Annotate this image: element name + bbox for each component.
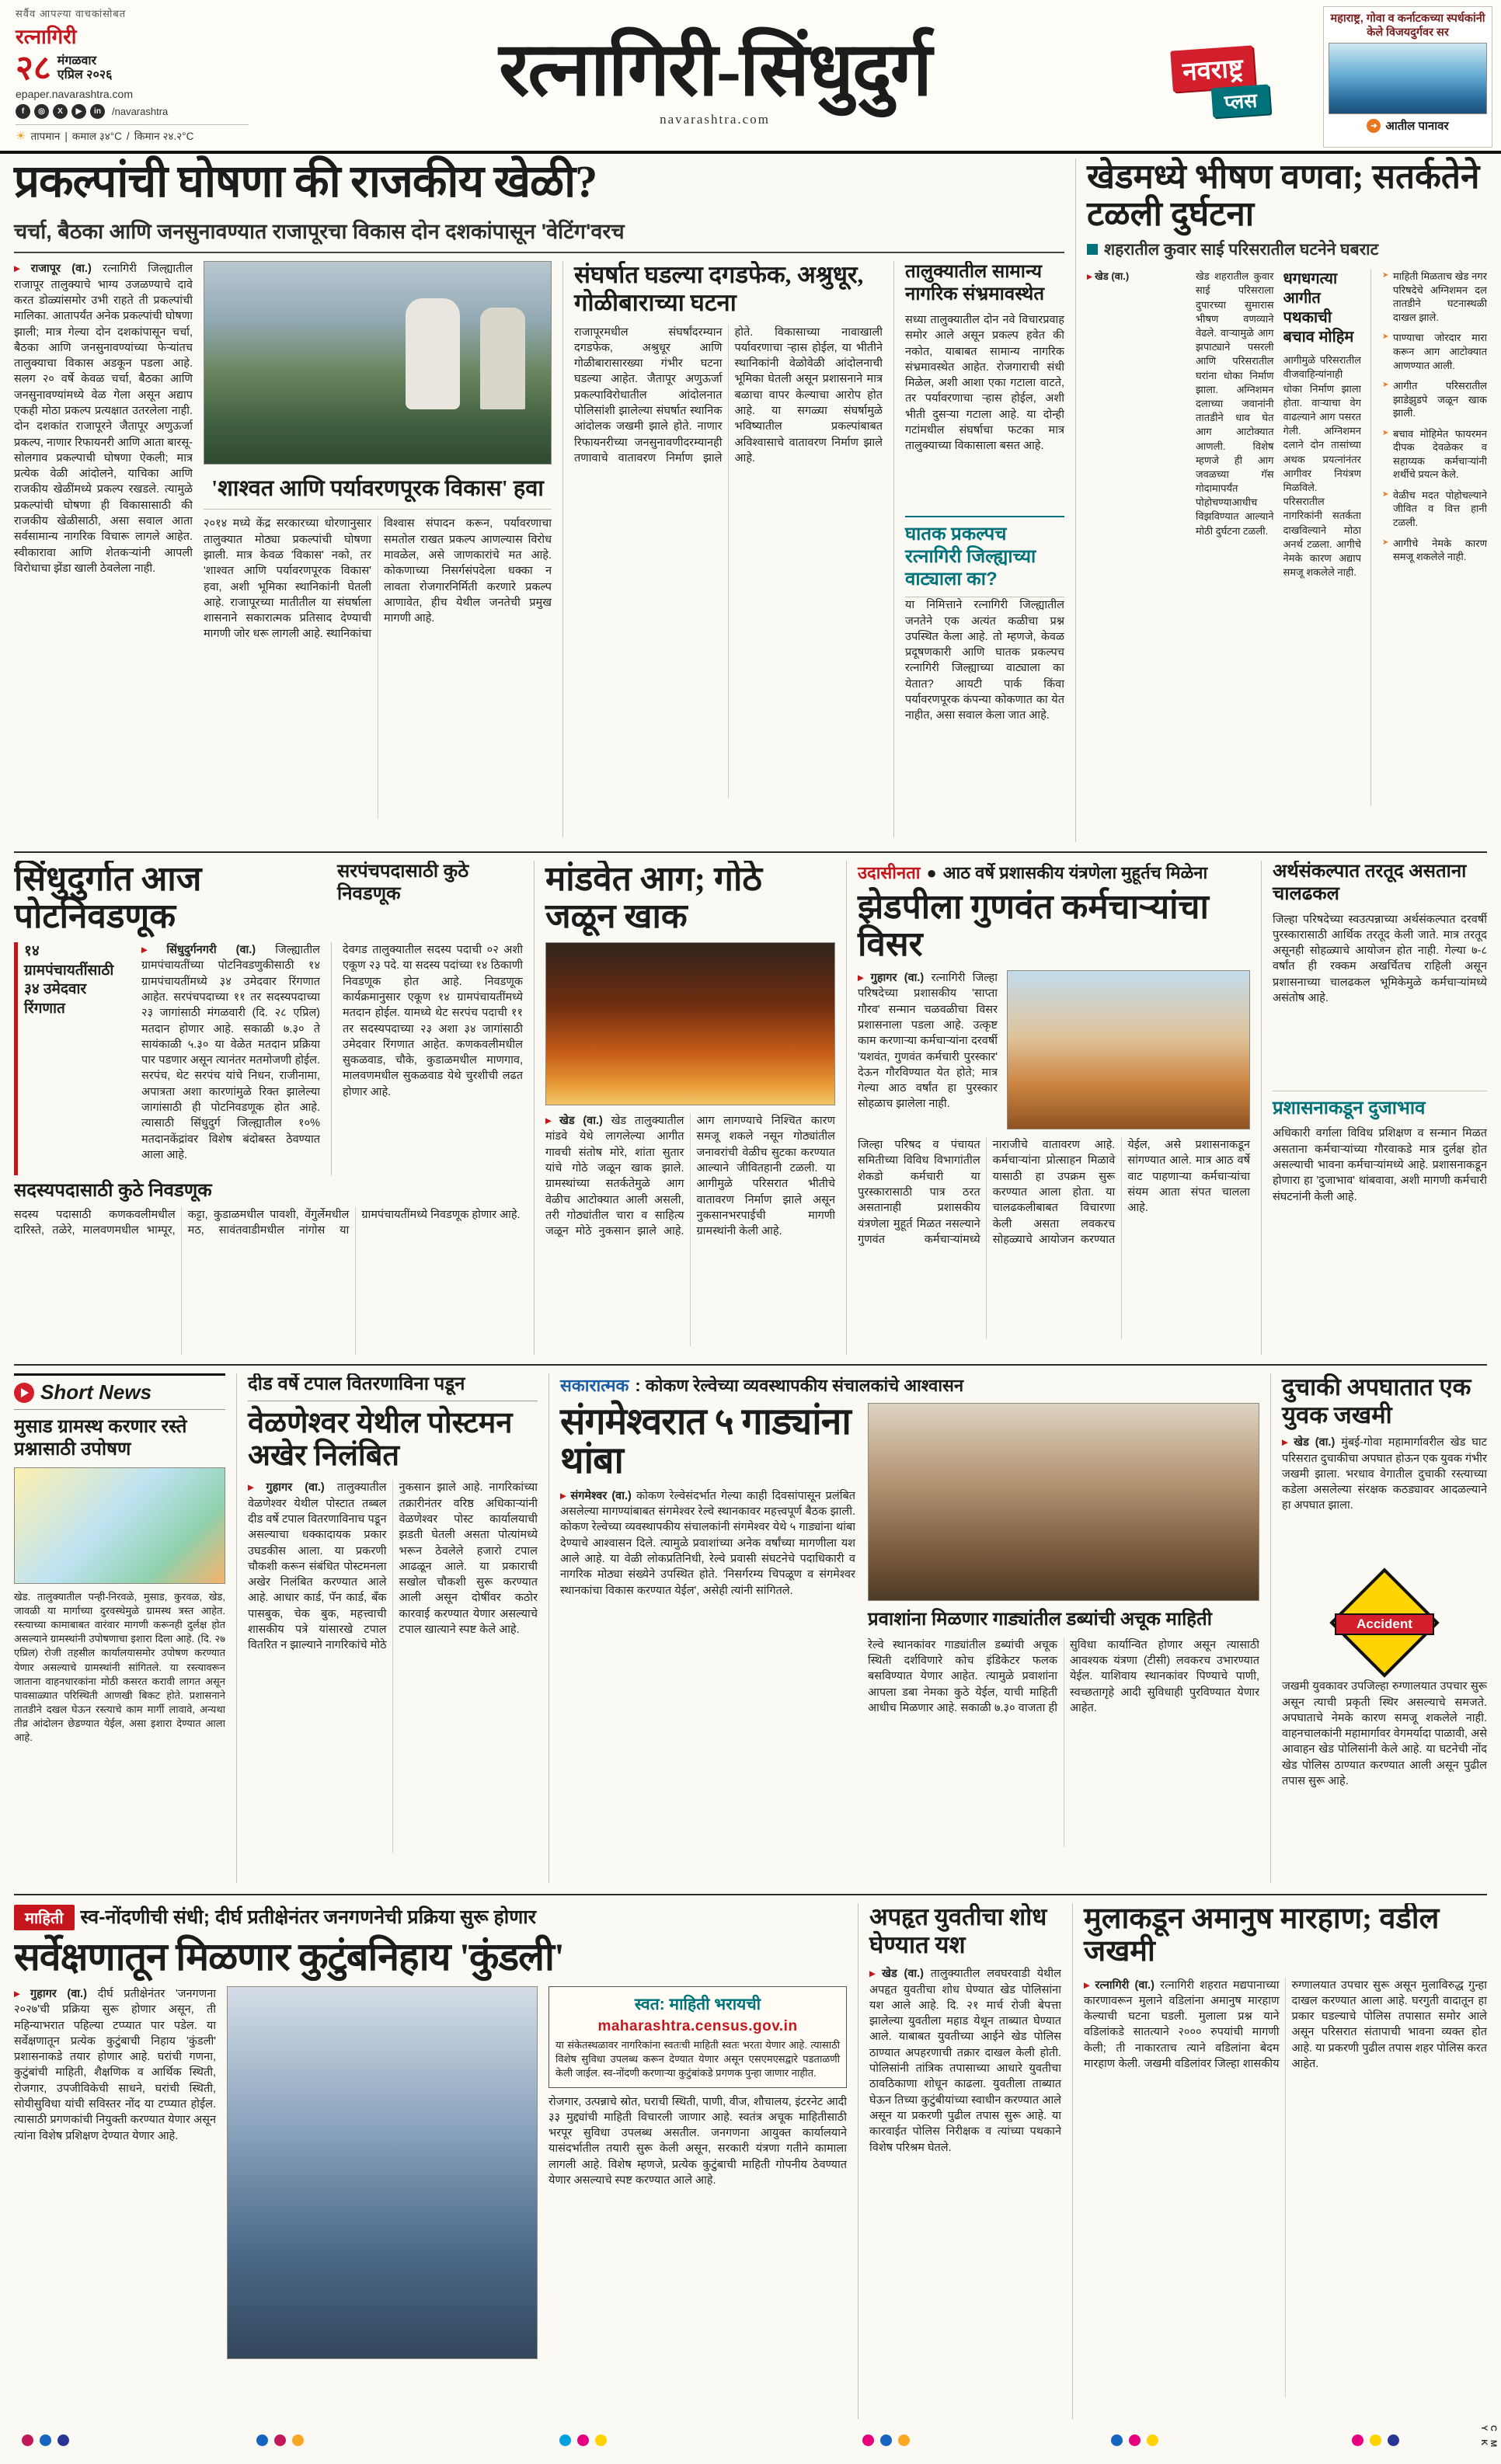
- short-news-title: Short News: [40, 1380, 152, 1404]
- lead-story: [14, 158, 1064, 842]
- accident-sign-graphic: [1338, 1576, 1431, 1669]
- article-body: खेड शहरातील कुवार साई परिसराला दुपारच्या सुमारास भीषण वणव्याने वेढले. वाऱ्यामुळे आग झपाट्याने पसरली आणि परिसरातील घरांना धोका निर्माण झाला. अग्निशमन दलाच्या जवानांनी तातडीने धाव घेत आग आटोक्यात आणली. विशेष म्हणजे ही आग जवळच्या गॅस गोदामापर्यंत पोहोचण्याआधीच विझविण्यात आल्याने मोठी दुर्घटना टळली.: [1196, 270, 1274, 537]
- census-kicker: स्व-नोंदणीची संधी; दीर्घ प्रतीक्षेनंतर जनगणनेची प्रक्रिया सुरू होणार: [80, 1906, 536, 1928]
- date-month-year: एप्रिल २०२६: [57, 68, 113, 82]
- byelection-sub2-title: सदस्यपदासाठी कुठे निवडणूक: [14, 1180, 212, 1202]
- social-handle: /navarashtra: [112, 106, 169, 117]
- lead-column-4: [893, 261, 1064, 837]
- lead-sub2-title: संघर्षात घडल्या दगडफेक, अश्रुधूर, गोळीबाराच्या घटना: [574, 261, 864, 316]
- beating-headline: मुलाकडून अमानुष मारहाण; वडील जखमी: [1084, 1903, 1440, 1968]
- census-headline: सर्वेक्षणातून मिळणार कुटुंबनिहाय 'कुंडली': [14, 1935, 564, 1979]
- postman-headline: वेळणेश्वर येथील पोस्टमन अखेर निलंबित: [248, 1406, 513, 1472]
- bullet-item: ➤ वेळीच मदत पोहोचल्याने जीवित व वित्त हानी टळली.: [1382, 489, 1487, 530]
- bullet-item: ➤ बचाव मोहिमेत फायरमन दीपक देवळेकर व सहाय्यक कर्मचाऱ्यांनी शर्थीचे प्रयत्न केले.: [1382, 427, 1487, 482]
- megaphone-icon: [14, 1383, 34, 1403]
- zp-kicker-label: उदासीनता: [858, 863, 921, 882]
- date-number: २८: [16, 49, 51, 87]
- byelection-sub1-body: देवगड तालुक्यातील सदस्य पदाची ०२ अशी एकूण २३ पदे. या सदस्य पदांच्या १४ ठिकाणी निवडणूक होत आहे. निवडणूक कार्यक्रमानुसार एकूण १४ ग्रामपंचायतींमध्ये मतदान होईल. यामध्ये थेट सरपंच पदाची ११ तर सदस्यपदाच्या २३ अशा ३४ जागांसाठी उमेदवार रिंगणात आहेत. कणकवलीमधील सुकळवाड, चौके, कुडाळमधील माणगाव, मालवणमधील सुकळवाड येथे चुरशीची लढत होणार आहे.: [331, 942, 523, 1175]
- lead-sub4-box: [905, 516, 1064, 597]
- census-body-wrap: [14, 1986, 216, 2359]
- census-box-body: या संकेतस्थळावर नागरिकांना स्वतःची माहिती स्वतः भरता येणार आहे. त्यासाठी विशेष सुविधा उपलब्ध करून देण्यात येणार असून एसएमएसद्वारे पडताळणी केली जाईल. स्व-नोंदणी करणाऱ्या कुटुंबांकडे प्रगणक पुन्हा जाणार नाहीत.: [555, 2039, 840, 2079]
- fire-grid: [1087, 270, 1487, 806]
- fire-story: [1075, 158, 1487, 842]
- census-body-2: रोजगार, उत्पन्नाचे स्रोत, घराची स्थिती, पाणी, वीज, शौचालय, इंटरनेट आदी ३३ मुद्द्यांची माहिती विचारली जाणार आहे. स्वतंत्र अचूक माहितीसाठी भरपूर सुविधा उपलब्ध असतील. जनगणना आयुक्त कार्यालयाने यासंदर्भातील तयारी सुरू केली असून, सरकारी यंत्रणा गतीने कामाला लागली आहे. विशेष म्हणजे, प्रत्येक कुटुंबाची माहिती गोपनीय ठेवण्यात येणार असल्याचे स्पष्ट करण्यात आले आहे.: [549, 2095, 847, 2187]
- dateline: ▸ गुहागर (वा.): [14, 1988, 87, 2000]
- dateline: ▸ संगमेश्वर (वा.): [560, 1490, 632, 1502]
- budget-sub-title: प्रशासनाकडून दुजाभाव: [1273, 1091, 1487, 1120]
- census-self-entry-box: [549, 1986, 847, 2088]
- masthead: [0, 0, 1501, 154]
- railway-body-wrap: [560, 1488, 855, 1822]
- byelection-headline: सिंधुदुर्गात आज पोटनिवडणूक: [14, 861, 202, 935]
- article-body: तालुक्यातील वेळणेश्वर येथील पोस्टात तब्बल दीड वर्षे टपाल वितरणाविनाच पडून असल्याचा धक्कादायक प्रकार उघडकीस आला. या प्रकरणी चौकशी करून संबंधित पोस्टमनला अखेर निलंबित करण्यात आले आहे. आधार कार्ड, पॅन कार्ड, बँक पासबुक, चेक बुक, महत्त्वाची शासकीय पत्रे यांसारखे टपाल वितरित न झाल्याने नागरिकांचे मोठे नुकसान झाले आहे. नागरिकांच्या तक्रारीनंतर वरिष्ठ अधिकाऱ्यांनी वेळणेश्वर पोस्ट कार्यालयाची झडती घेतली असता पोत्यांमध्ये भरून ठेवलेले हजारो टपाल आढळून आले. या प्रकाराची सखोल चौकशी सुरू करण्यात आली असून दोषींवर कठोर कारवाई करण्यात येणार असल्याचे टपाल खात्याने स्पष्ट केले आहे.: [248, 1481, 538, 1652]
- zp-grid: [858, 970, 1250, 1129]
- zp-body-2: जिल्हा परिषद व पंचायत समितीच्या विविध विभागांतील शेकडो कर्मचारी या पुरस्कारासाठी पात्र ठरत असतानाही प्रशासकीय यंत्रणेला मुहूर्त मिळत नसल्याने गुणवंत कर्मचाऱ्यांमध्ये नाराजीचे वातावरण आहे. कर्मचाऱ्यांना प्रोत्साहन मिळावे यासाठी हा उपक्रम सुरू करण्यात आला होता. या चालढकलीबाबत विचारणा केली असता लवकरच सोहळ्याचे आयोजन करण्यात येईल, असे प्रशासनाकडून सांगण्यात आले. मात्र आठ वर्षे वाट पाहणाऱ्या कर्मचाऱ्यांचा संयम आता संपत चालला आहे.: [858, 1139, 1250, 1246]
- zp-story: [846, 861, 1250, 1355]
- budget-body-1: जिल्हा परिषदेच्या स्वउत्पन्नाच्या अर्थसंकल्पात दरवर्षी पुरस्कारासाठी आर्थिक तरतूद केली जाते. मात्र तरतूद असूनही सोहळ्याचे आयोजन होत नाही. गेल्या ७-८ वर्षांत ही रक्कम अखर्चितच राहिली असून प्रशासनाच्या चालढकल भूमिकेमुळे कर्मचाऱ्यांमध्ये असंतोष आहे.: [1273, 913, 1487, 1005]
- fire-headline: खेडमध्ये भीषण वणवा; सतर्कतेने टळली दुर्घटना: [1087, 158, 1480, 233]
- kidnap-headline: अपहृत युवतीचा शोध घेण्यात यश: [869, 1903, 1047, 1958]
- weather-max: कमाल ३४°C: [71, 131, 122, 142]
- article-body: तालुक्यातील लवघरवाडी येथील अपहृत युवतीचा शोध घेण्यात खेड पोलिसांना यश आले आहे. दि. २१ मार्च रोजी बेपत्ता झालेल्या युवतीला महाड येथून ताब्यात घेण्यात आले. याबाबत युवतीच्या आईने खेड पोलिस ठाण्यात अपहरणाची तक्रार दाखल केली होती. पोलिसांनी तांत्रिक तपासाच्या आधारे युवतीचा ठावठिकाणा शोधून काढला. युवतीला ताब्यात घेऊन तिच्या कुटुंबीयांच्या स्वाधीन करण्यात आले असून या प्रकरणी पुढील तपास सुरू आहे. या कारवाईत पोलिस निरीक्षक व त्यांच्या पथकाने विशेष परिश्रम घेतले.: [869, 1968, 1061, 2154]
- article-body: कोकण रेल्वेसंदर्भात गेल्या काही दिवसांपासून प्रलंबित असलेल्या मागण्यांबाबत संगमेश्वर रेल्वे स्थानकावर महत्त्वपूर्ण बैठक झाली. कोकण रेल्वेच्या व्यवस्थापकीय संचालकांनी संगमेश्वर येथे ५ गाड्यांना थांबा देण्याचे आश्वासन दिले. त्यामुळे प्रवाशांच्या अनेक वर्षांच्या मागणीला यश आले आहे. या वेळी लोकप्रतिनिधी, रेल्वे प्रवासी संघटनेचे पदाधिकारी व नागरिक मोठ्या संख्येने उपस्थित होते. 'निसर्गरम्य चिपळूण व संगमेश्वर स्थानकांचा विकास करण्यात येईल', असेही त्यांनी सांगितले.: [560, 1489, 855, 1597]
- byelection-sub2-body: सदस्य पदासाठी कणकवलीमधील दारिस्ते, तळेरे, मालवणमधील भाम्पूर, कट्टा, कुडाळमधील पावशी, वेंगुर्लेमधील मठ, सावंतवाडीमधील नांगोस या ग्रामपंचायतींमध्ये निवडणूक होणार आहे.: [14, 1208, 521, 1237]
- facebook-icon[interactable]: f: [16, 104, 30, 119]
- census-story: [14, 1903, 847, 2419]
- postman-story: [236, 1373, 538, 1883]
- bullet-item: ➤ पाण्याचा जोरदार मारा करून आग आटोक्यात आणण्यात आली.: [1382, 331, 1487, 372]
- article-body: मुंबई-गोवा महामार्गावरील खेड घाट परिसरात दुचाकीचा अपघात होऊन एक युवक गंभीर जखमी झाला. भरधाव वेगातील दुचाकी रस्त्याच्या कडेला असलेल्या संरक्षक कठड्यावर आदळल्याने हा अपघात झाला.: [1282, 1436, 1487, 1512]
- social-row: [16, 104, 256, 119]
- railway-kicker-row: [560, 1373, 1259, 1397]
- bike-body-wrap: [1282, 1435, 1487, 1567]
- fire-bullets-col: [1370, 270, 1487, 806]
- promo-photo: [1329, 43, 1487, 114]
- cmyk-print-mark: C M Y K: [1479, 2425, 1498, 2451]
- mandave-body-wrap: [545, 1113, 835, 1346]
- article-body: रत्नागिरी शहरात मद्यपानाच्या कारणावरून मुलाने वडिलांना अमानुष मारहाण केल्याची घटना घडली. मुलाला प्रश्न याने वडिलांकडे सातत्याने २००० रुपयांची मागणी केली; ती नाकारताच त्याने वडिलांना बेदम मारहाण केली. जखमी वडिलांवर जिल्हा शासकीय रुग्णालयात उपचार सुरू असून मुलाविरुद्ध गुन्हा दाखल करण्यात आला आहे. घरगुती वादातून हा प्रकार घडल्याचे पोलिस तपासात समोर आले असून परिसरात संतापाची भावना व्यक्त होत आहे. या प्रकरणी पुढील तपास शहर पोलिस करत आहेत.: [1084, 1979, 1487, 2071]
- lead-grid: [14, 261, 1064, 837]
- railway-left-col: [560, 1403, 855, 1847]
- article-body: रत्नागिरी जिल्ह्यातील राजापूर तालुक्याचे भाग्य उजळण्याचे दावे करत डोळ्यांसमोर उभी राहते ती प्रकल्पांची मालिका. आतापर्यंत अनेक प्रकल्पांची घोषणा झाली; मात्र गेल्या दोन दशकांपासून चर्चा, बैठका आणि जनसुनावण्यांच्या फेऱ्यांतच तालुक्याचा विकास अडकून पडला आहे. सलग २० वर्षे केवळ चर्चा, बैठका आणि जनसुनावण्यांमध्ये वेळ गेला असून अद्याप एकही मोठा प्रकल्प प्रत्यक्षात उतरलेला नाही. दोन दशकांत राजापूरने जैतापूर अणुऊर्जा प्रकल्प, नाणार रिफायनरी आणि आता बारसू-सोलगाव प्रकल्पाची घोषणा ऐकली; मात्र प्रत्येक वेळी आंदोलने, याचिका आणि राजकीय खेळींमध्ये प्रकल्प रखडले. त्यामुळे प्रकल्पांची घोषणा ही विकासासाठी की राजकीय खेळीसाठी, असा सवाल आता सर्वसामान्य नागरिक विचारू लागले आहेत. स्वीकारावा आणि शेतकऱ्यांनी आपली विरोधाचा झेंडा खाली ठेवलेला नाही.: [14, 263, 193, 575]
- arrow-circle-icon: ➜: [1367, 119, 1381, 133]
- dateline: ▸ राजापूर (वा.): [14, 263, 92, 275]
- short-news-item-head: मुसाड ग्रामस्थ करणार रस्ते प्रश्नासाठी उपोषण: [14, 1416, 187, 1460]
- postman-body-wrap: [248, 1480, 538, 1853]
- budget-body-2: अधिकारी वर्गाला विविध प्रशिक्षण व सन्मान मिळत असताना कर्मचाऱ्यांच्या गौरवाकडे मात्र दुर्लक्ष होत असल्याची भावना कर्मचाऱ्यांमध्ये आहे. प्रशासनाकडून होणारा हा 'दुजाभाव' थांबवावा, अशी मागणी कर्मचारी संघटनांनी केली आहे.: [1273, 1127, 1487, 1203]
- article-body: आगीमुळे परिसरातील वीजवाहिन्यांनाही धोका निर्माण झाला होता. वाऱ्याचा वेग वाढल्याने आग पसरत गेली. अग्निशमन दलाने दोन तासांच्या अथक प्रयत्नांनंतर आगीवर नियंत्रण मिळविले. परिसरातील नागरिकांनी सतर्कता दाखविल्याने मोठा अनर्थ टळला. आगीचे नेमके कारण अद्याप समजू शकलेले नाही.: [1283, 354, 1361, 579]
- masthead-left-block: [16, 6, 256, 143]
- railway-meeting-photo: [868, 1403, 1259, 1601]
- registration-dots: [256, 2434, 304, 2446]
- bullet-item: ➤ आगीचे नेमके कारण समजू शकलेले नाही.: [1382, 537, 1487, 564]
- bullet-icon: ●: [926, 863, 937, 882]
- census-grid: [14, 1986, 847, 2359]
- bullet-item: ➤ माहिती मिळताच खेड नगर परिषदेचे अग्निशमन दल तातडीने घटनास्थळी दाखल झाले.: [1382, 270, 1487, 324]
- promo-headline: महाराष्ट्र, गोवा व कर्नाटकच्या स्पर्धकांनी केले विजयदुर्गवर सर: [1330, 12, 1485, 40]
- lead-sub2-body: राजापूरमधील संघर्षांदरम्यान दगडफेक, अश्रुधूर आणि गोळीबारासारख्या गंभीर घटना घडल्या आहेत. जैतापूर अणुऊर्जा प्रकल्पाविरोधातील आंदोलनात पोलिसांशी झालेल्या संघर्षात स्थानिक आंदोलक जखमी झाले होते. नाणार रिफायनरीच्या जनसुनावणीदरम्यानही तणावाचे वातावरण निर्माण झाले होते. विकासाच्या नावाखाली पर्यावरणाचा ऱ्हास होईल, या भीतीने स्थानिकांनी वेळोवेळी आंदोलनाची भूमिका घेतली असून प्रशासनाने मात्र बळाचा वापर केल्याचा आरोप होत आहे. या सगळ्या संघर्षामुळे भविष्यातील प्रकल्पांबाबत अविश्वासाचे वातावरण निर्माण झाले आहे.: [574, 325, 883, 465]
- census-photo: [227, 1986, 538, 2359]
- weather-row: [16, 124, 249, 143]
- instagram-icon[interactable]: ◎: [34, 104, 49, 119]
- dateline: ▸ गुहागर (वा.): [248, 1481, 325, 1494]
- byelection-sub1-title: सरपंचपदासाठी कुठे निवडणूक: [337, 861, 469, 904]
- census-label: माहिती: [14, 1905, 75, 1930]
- bike-accident-story: [1270, 1373, 1487, 1883]
- dateline: ▸ गुहागर (वा.): [858, 972, 924, 984]
- brand-logo-top: नवराष्ट्र: [1170, 45, 1255, 92]
- census-website-url[interactable]: maharashtra.census.gov.in: [597, 2018, 798, 2034]
- zp-kicker-row: [858, 861, 1250, 884]
- lead-headline: प्रकल्पांची घोषणा की राजकीय खेळी?: [14, 156, 597, 207]
- budget-story: [1261, 861, 1487, 1355]
- band-2: [14, 851, 1487, 1355]
- zp-building-photo: [1007, 970, 1250, 1129]
- x-icon[interactable]: X: [53, 104, 68, 119]
- lead-sub4-body: या निमित्ताने रत्नागिरी जिल्ह्यातील जनतेने एक अत्यंत कळीचा प्रश्न उपस्थित केला आहे. तो म्हणजे, केवळ प्रदूषणकारी आणि घातक प्रकल्पच रत्नागिरी जिल्ह्याच्या वाट्याला का येतात? आयटी पार्क किंवा पर्यावरणपूरक कंपन्या कोकणात का येत नाहीत, असा सवाल केला जात आहे.: [905, 599, 1064, 722]
- postman-kicker: दीड वर्षे टपाल वितरणाविना पडून: [248, 1373, 538, 1401]
- lead-box-title: 'शाश्वत आणि पर्यावरणपूरक विकास' हवा: [204, 465, 552, 510]
- short-news-body: खेड. तालुक्यातील पन्ही-निरवळे, मुसाड, कुरवळ, खेड, जावळी या मार्गाच्या दुरवस्थेमुळे ग्रामस्थ त्रस्त आहेत. रस्त्याच्या कामाबाबत वारंवार मागणी करूनही दुर्लक्ष होत असल्याने ग्रामस्थांनी उपोषणाचा इशारा दिला आहे. (दि. २७ एप्रिल) रोजी तहसील कार्यालयासमोर उपोषण करण्यात येणार असल्याचे ग्रामस्थांनी सांगितले. या रस्त्यावरून जाताना वाहनधारकांना मोठी कसरत करावी लागत असून पावसाळ्यात परिस्थिती आणखी बिकट होते. प्रशासनाने तातडीने दखल घेऊन रस्त्याचे काम मार्गी लावावे, अन्यथा तीव्र आंदोलन छेडण्यात येईल, असा इशारा देण्यात आला आहे.: [14, 1590, 225, 1744]
- article-body: खेड तालुक्यातील मांडवे येथे लागलेल्या आगीत गावची संतोष मोरे, शांता सुतार यांचे गोठे जळून खाक झाले. ग्रामस्थांच्या सतर्कतेमुळे आग वेळीच आटोक्यात आली असली, तरी गोठ्यांतील चारा व साहित्य जळून मोठे नुकसान झाले आहे. आग लागण्याचे निश्चित कारण समजू शकले नसून गोठ्यांतील जनावरांची वेळीच सुटका करण्यात आल्याने जीवितहानी टळली. या आगीमुळे परिसरात भीतीचे वातावरण निर्माण झाले असून नुकसानभरपाईची मागणी ग्रामस्थांनी केली आहे.: [545, 1115, 835, 1238]
- website-url[interactable]: navarashtra.com: [660, 112, 770, 127]
- fire-kicker-col: [1087, 270, 1186, 806]
- byelection-grid: [14, 942, 523, 1175]
- weather-label: तापमान: [30, 131, 61, 142]
- epaper-url[interactable]: epaper.navarashtra.com: [16, 88, 133, 100]
- lead-subhead: चर्चा, बैठका आणि जनसुनावण्यात राजापूरचा विकास दोन दशकांपासून 'वेटिंग'वरच: [14, 208, 1064, 253]
- teal-square-icon: [1087, 244, 1098, 255]
- lead-sub4-title: घातक प्रकल्पच रत्नागिरी जिल्ह्याच्या वाट्याला का?: [905, 523, 1036, 590]
- zp-body-wrap: [858, 970, 998, 1129]
- railway-kicker-text: : कोकण रेल्वेच्या व्यवस्थापकीय संचालकांचे आश्वासन: [635, 1376, 964, 1395]
- registration-dots: [1111, 2434, 1158, 2446]
- lead-column-2: [204, 261, 552, 837]
- brand-logo-bottom: प्लस: [1211, 84, 1270, 117]
- census-right-col: [549, 1986, 847, 2359]
- bike-body-2: जखमी युवकावर उपजिल्हा रुग्णालयात उपचार सुरू असून त्याची प्रकृती स्थिर असल्याचे समजते. अपघाताचे नेमके कारण समजू शकलेले नाही. वाहनचालकांनी महामार्गावर वेगमर्यादा पाळावी, असे आवाहन खेड पोलिसांनी केले आहे. या घटनेची नोंद खेड पोलिस ठाण्यात करण्यात आली असून पुढील तपास सुरू आहे.: [1282, 1680, 1487, 1788]
- brand-logo: [1172, 48, 1319, 116]
- bike-headline: दुचाकी अपघातात एक युवक जखमी: [1282, 1373, 1471, 1429]
- lead-column-3: [562, 261, 883, 837]
- lead-sub3-body: सध्या तालुक्यातील दोन नवे विचारप्रवाह समोर आले असून प्रकल्प हवेत की नकोत, याबाबत सामान्य नागरिक संभ्रमावस्थेत आहेत. रोजगाराची संधी मिळेल, अशी आशा एका गटाला वाटते, तर पर्यावरणाचा ऱ्हास होईल, अशी भीती दुसऱ्या गटाला आहे. या दोन्ही गटांमधील संघर्षाचा फटका मात्र तालुक्याच्या विकासाला बसत आहे.: [905, 313, 1064, 453]
- divider: |: [64, 130, 68, 142]
- dateline: ▸ खेड (वा.): [869, 1968, 924, 1980]
- short-news-column: [14, 1373, 225, 1883]
- dateline: ▸ खेड (वा.): [1282, 1436, 1335, 1449]
- byelection-story: [14, 861, 523, 1355]
- railway-sub-title: प्रवाशांना मिळणार गाड्यांतील डब्यांची अचूक माहिती: [868, 1609, 1212, 1630]
- promo-card[interactable]: [1323, 6, 1492, 148]
- lead-column-1: [14, 261, 193, 837]
- edition-city: रत्नागिरी: [16, 25, 77, 48]
- railway-grid: [560, 1403, 1259, 1847]
- date-weekday: मंगळवार: [57, 54, 97, 68]
- mandave-fire-photo: [545, 942, 835, 1105]
- newspaper-title: रत्नागिरी-सिंधुदुर्ग: [499, 28, 931, 111]
- fire-body-col-1: [1196, 270, 1274, 806]
- dateline: ▸ रत्नागिरी (वा.): [1084, 1979, 1154, 1992]
- kidnap-body-wrap: [869, 1966, 1061, 2386]
- short-news-header: [14, 1373, 225, 1410]
- article-body: जिल्ह्यातील ग्रामपंचायतींच्या पोटनिवडणुकीसाठी १४ ग्रामपंचायतींमध्ये ३४ उमेदवार रिंगणात आहेत. सरपंचपदाच्या ११ तर सदस्यपदाच्या २३ जागांसाठी मंगळवारी (दि. २८ एप्रिल) मतदान होणार आहे. सकाळी ७.३० ते सायंकाळी ५.३० या वेळेत मतदान प्रक्रिया पार पडणार असून त्यानंतर मतमोजणी होईल. सरपंच, थेट सरपंच यांचे निधन, राजीनामा, अपात्रता अशा कारणांमुळे रिक्त झालेल्या जागांसाठी ही पोटनिवडणूक होत आहे. त्यासाठी सिंधुदुर्ग जिल्ह्यातील १०% मतदानकेंद्रांवर विशेष बंदोबस्त ठेवण्यात आला आहे.: [141, 944, 320, 1161]
- byelection-label: १४ ग्रामपंचायतींसाठी ३४ उमेदवार रिंगणात: [14, 942, 131, 1175]
- registration-dots: [559, 2434, 607, 2446]
- mandave-headline: मांडवेत आग; गोठे जळून खाक: [545, 861, 762, 935]
- masthead-title-block: [264, 28, 1165, 127]
- youtube-icon[interactable]: ▶: [71, 104, 86, 119]
- fire-side-head: धगधगत्या आगीत पथकाची बचाव मोहिम: [1283, 270, 1354, 346]
- budget-headline: अर्थसंकल्पात तरतूद असताना चालढकल: [1273, 861, 1467, 904]
- bullet-list: [1382, 270, 1487, 563]
- page-footer: [0, 2425, 1501, 2458]
- weather-min: किमान २४.२°C: [134, 131, 194, 142]
- dateline: ▸ खेड (वा.): [545, 1115, 603, 1127]
- sun-icon: ☀: [16, 130, 26, 143]
- zp-kicker-text: आठ वर्षे प्रशासकीय यंत्रणेला मुहूर्तच मिळेना: [942, 863, 1208, 882]
- beating-body-wrap: [1084, 1978, 1487, 2397]
- cartoon-illustration: [14, 1467, 225, 1584]
- census-kicker-row: [14, 1903, 847, 1930]
- band-4: [14, 1894, 1487, 2419]
- beating-story: [1072, 1903, 1487, 2419]
- fire-kicker-row: [1087, 240, 1487, 260]
- fire-kicker: शहरातील कुवार साई परिसरातील घटनेने घबराट: [1104, 241, 1379, 259]
- registration-dots: [22, 2434, 69, 2446]
- railway-story: [549, 1373, 1259, 1883]
- article-body: दीर्घ प्रतीक्षेनंतर 'जनगणना २०२७'ची प्रक्रिया सुरू होणार असून, ती महिन्याभरात पहिल्या टप्प्यात पार पडेल. या सर्वेक्षणातून प्रत्येक कुटुंबाची निहाय 'कुंडली' प्रशासनाकडे तयार होणार आहे. घरांची गणना, कुटुंबांची माहिती, शैक्षणिक व आर्थिक स्थिती, रोजगार, उपजीविकेची साधने, घरांची स्थिती, सोयीसुविधा यांची सविस्तर नोंद या टप्प्यात होईल. त्यासाठी प्रगणकांची नियुक्ती करण्यात येणार असून त्यांना विशेष प्रशिक्षण देण्यात येणार आहे.: [14, 1988, 216, 2142]
- zp-headline: झेडपीला गुणवंत कर्मचाऱ्यांचा विसर: [858, 888, 1209, 963]
- registration-dots: [1352, 2434, 1399, 2446]
- lead-photo-industrial-plant: [204, 261, 552, 465]
- dateline: ▸ खेड (वा.): [1087, 270, 1129, 282]
- accident-sign-label: Accident: [1335, 1613, 1434, 1635]
- bullet-item: ➤ आगीत परिसरातील झाडेझुडपे जळून खाक झाली.: [1382, 379, 1487, 420]
- railway-kicker-label: सकारात्मक: [560, 1376, 629, 1395]
- article-body: रत्नागिरी जिल्हा परिषदेच्या प्रशासकीय 'साप्ता गौरव' सन्मान चळवळीचा विसर प्रशासनाला पडला आहे. उत्कृष्ट काम करणाऱ्या कर्मचाऱ्यांना दरवर्षी 'यशवंत, गुणवंत कर्मचारी पुरस्कार' देऊन गौरविण्यात येत होते; मात्र गेल्या आठ वर्षांत हा पुरस्कार सोहळाच झालेला नाही.: [858, 972, 998, 1111]
- lead-box-body: २०१४ मध्ये केंद्र सरकारच्या धोरणानुसार तालुक्यात मोठ्या प्रकल्पांची घोषणा झाली. मात्र केवळ 'विकास' नको, तर 'शाश्वत आणि पर्यावरणपूरक विकास' हवा, अशी भूमिका स्थानिकांनी घेतली आहे. राजापूरच्या मातीतील या संघर्षाला शासनाने सकारात्मक प्रतिसाद देण्याची मागणी जोर धरू लागली आहे. स्थानिकांचा विश्वास संपादन करून, पर्यावरणाचा समतोल राखत प्रकल्प आणल्यास विरोध मावळेल, असे जाणकारांचे मत आहे. कोकणाच्या निसर्गसंपदेला धक्का न लावता रोजगारनिर्मिती करणारे प्रकल्प आणावेत, हीच येथील जनतेची प्रमुख मागणी आहे.: [204, 517, 552, 641]
- registration-dots: [862, 2434, 910, 2446]
- lead-sub3-title: तालुक्यातील सामान्य नागरिक संभ्रमावस्थेत: [905, 261, 1045, 305]
- byelection-body: [141, 942, 320, 1175]
- linkedin-icon[interactable]: in: [90, 104, 105, 119]
- dateline: ▸ सिंधुदुर्गनगरी (वा.): [141, 944, 256, 956]
- divider: /: [126, 130, 130, 142]
- band-3: [14, 1364, 1487, 1883]
- promo-link[interactable]: [1329, 118, 1487, 134]
- railway-headline: संगमेश्वरात ५ गाड्यांना थांबा: [560, 1401, 851, 1481]
- census-box-title: स्वत: माहिती भरायची: [634, 1996, 761, 2013]
- railway-sub-body: रेल्वे स्थानकांवर गाड्यांतील डब्यांची अचूक स्थिती दर्शविणारे कोच इंडिकेटर फलक बसविण्यात येणार आहेत. त्यामुळे प्रवाशांना आपला डबा नेमका कुठे येईल, याची माहिती आधीच मिळणार आहे. सकाळी ७.३० वाजता ही सुविधा कार्यान्वित होणार असून त्यासाठी आवश्यक यंत्रणा (टीसी) लवकरच उभारण्यात येईल. याशिवाय स्थानकांवर पिण्याचे पाणी, स्वच्छतागृहे आदी सुविधाही पुरविण्यात येणार आहेत.: [868, 1638, 1259, 1714]
- promo-link-label: आतील पानावर: [1385, 120, 1449, 134]
- fire-body-col-2: [1283, 270, 1362, 806]
- masthead-tagline: सर्वैव आपल्या वाचकांसोबत: [16, 8, 127, 19]
- date-block: [16, 51, 256, 85]
- railway-right-col: [868, 1403, 1259, 1847]
- kidnap-story: [858, 1903, 1061, 2419]
- mandave-fire-story: [534, 861, 835, 1355]
